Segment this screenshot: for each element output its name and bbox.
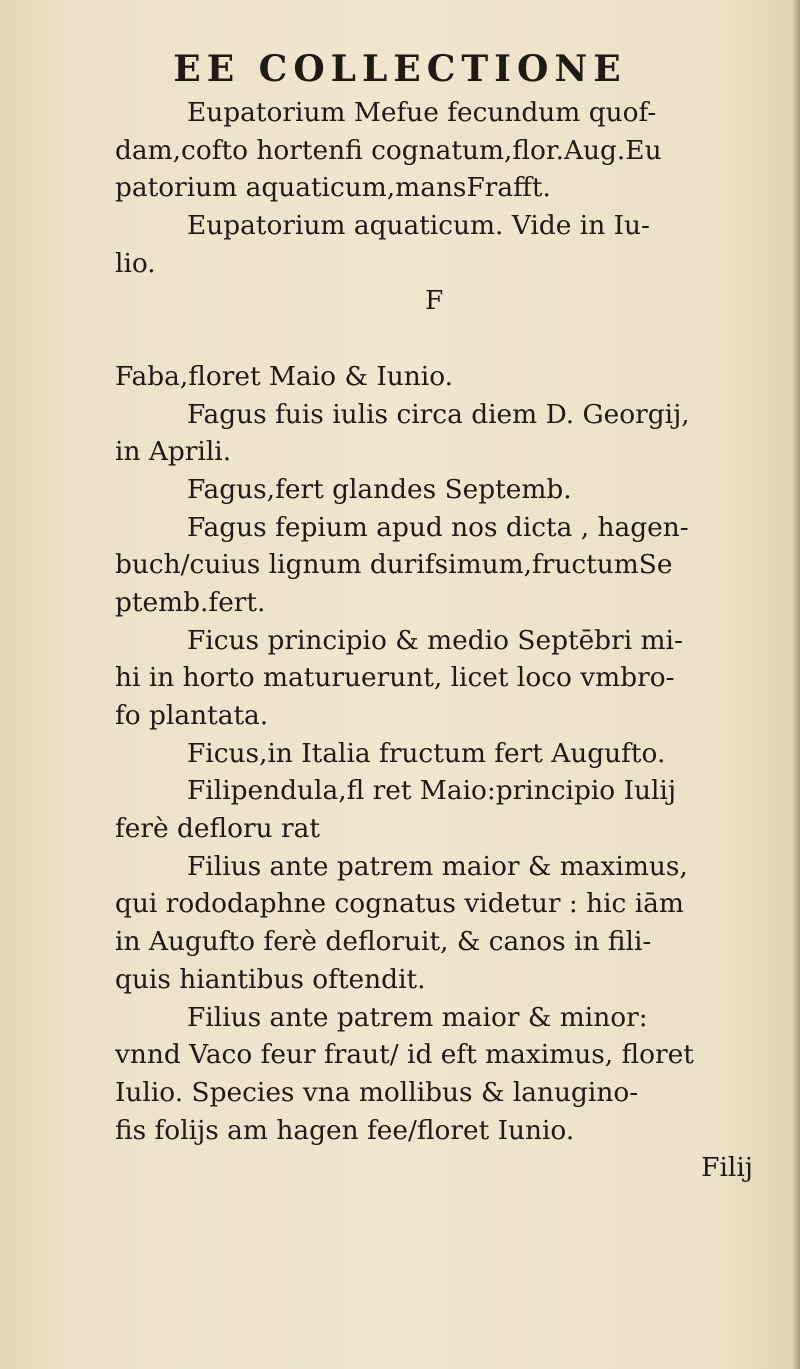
- running-head: EE COLLECTIONE: [173, 48, 627, 90]
- text-line: Iulio. Species vna mollibus & lanugino-: [115, 1076, 639, 1108]
- text-line: patorium aquaticum,mansFrafft.: [115, 172, 551, 204]
- blank-line: [115, 320, 755, 358]
- text-line: buch/cuius lignum durifsimum,fructumSe: [115, 549, 673, 581]
- text-line: Fagus,fert glandes Septemb.: [187, 473, 572, 505]
- text-line: lio.: [115, 247, 156, 279]
- text-line: Eupatorium aquaticum. Vide in Iu-: [187, 210, 650, 242]
- text-line: Fagus fepium apud nos dicta , hagen-: [187, 511, 689, 543]
- catchword: Filij: [701, 1152, 753, 1184]
- text-line: in Aprili.: [115, 436, 232, 468]
- text-line: fis folijs am hagen fee/floret Iunio.: [115, 1114, 575, 1146]
- text-line: vnnd Vaco feur fraut/ id eft maximus, floret: [115, 1039, 694, 1071]
- text-line: Filipendula,fl ret Maio:principio Iulij: [187, 775, 677, 807]
- text-line: Filius ante patrem maior & maximus,: [187, 850, 688, 882]
- text-line: Eupatorium Mefue fecundum quof-: [187, 97, 657, 128]
- text-line: Ficus,in Italia fructum fert Augufto.: [187, 737, 666, 769]
- text-line: Filius ante patrem maior & minor:: [187, 1001, 648, 1033]
- text-line: fo plantata.: [115, 700, 269, 731]
- text-line: Fagus fuis iulis circa diem D. Georgij,: [187, 398, 690, 430]
- page-edge-shadow: [792, 0, 800, 1369]
- text-line: hi in horto maturuerunt, licet loco vmbro-: [115, 662, 675, 694]
- text-line: ferè defloru rat: [115, 813, 320, 845]
- text-line: quis hiantibus oftendit.: [115, 963, 426, 995]
- text-line: dam,cofto hortenfi cognatum,flor.Aug.Eu: [115, 134, 662, 166]
- text-line: Faba,floret Maio & Iunio.: [115, 360, 454, 392]
- body-text: [115, 94, 755, 1187]
- text-line: Ficus principio & medio Septēbri mi-: [187, 624, 683, 656]
- text-line: qui rododaphne cognatus videtur : hic iām: [115, 888, 684, 920]
- section-letter: F: [425, 285, 444, 317]
- text-line: ptemb.fert.: [115, 586, 266, 618]
- text-line: in Augufto ferè defloruit, & canos in fili-: [115, 926, 652, 958]
